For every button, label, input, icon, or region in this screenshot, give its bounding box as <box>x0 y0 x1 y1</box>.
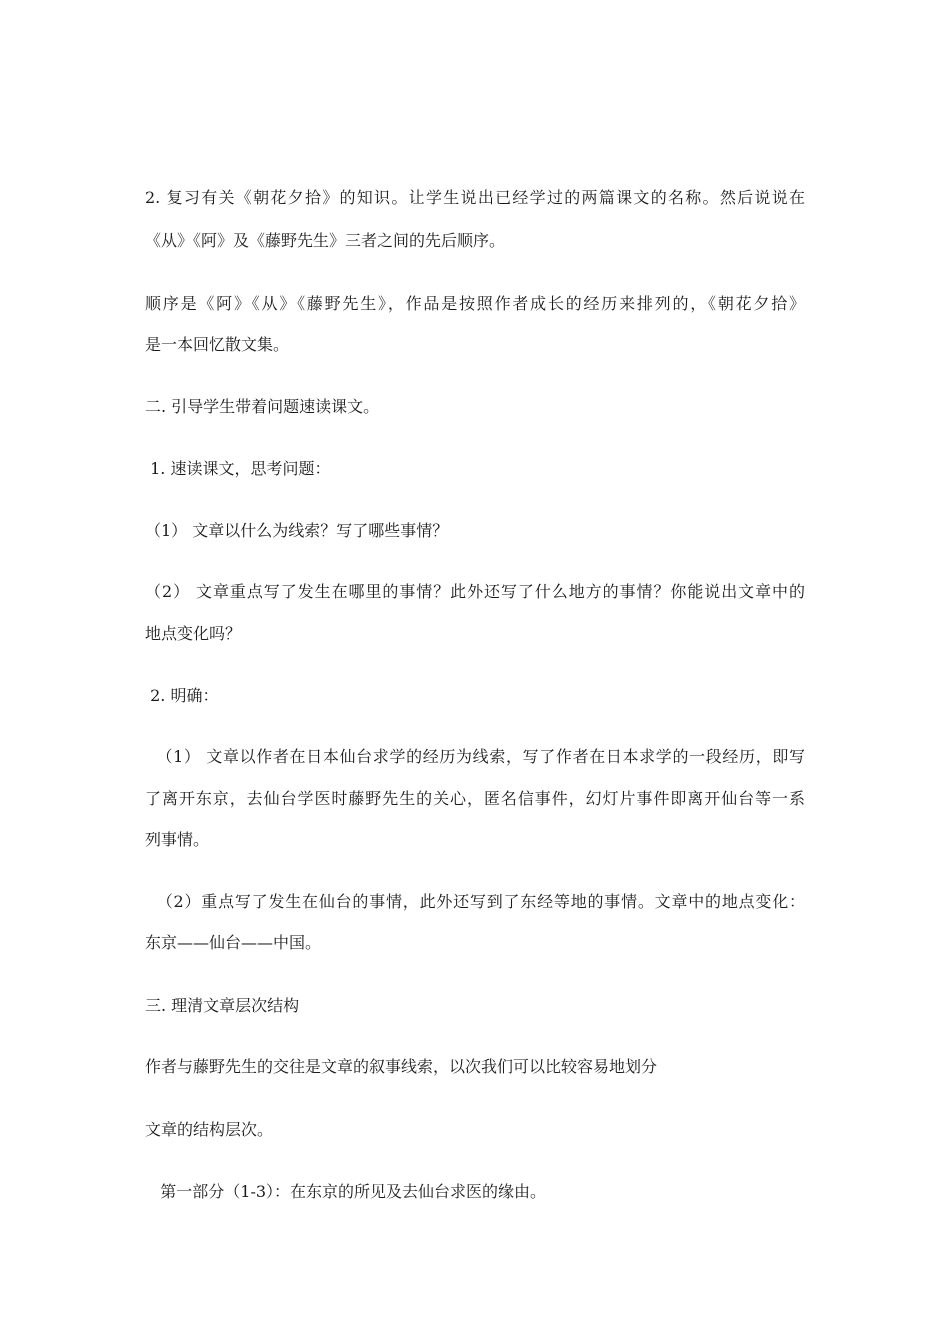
paragraph-line: 《从》《阿》及《藤野先生》三者之间的先后顺序。 <box>145 231 506 250</box>
answer-line: 了离开东京，去仙台学医时藤野先生的关心，匿名信事件，幻灯片事件即离开仙台等一系 <box>145 789 805 808</box>
answer-line: （1） 文章以作者在日本仙台求学的经历为线索，写了作者在日本求学的一段经历，即写 <box>145 747 805 766</box>
subsection-heading: 2. 明确： <box>145 686 219 705</box>
paragraph-line: 2. 复习有关《朝花夕拾》的知识。让学生说出已经学过的两篇课文的名称。然后说说在 <box>145 188 805 207</box>
paragraph-line: 文章的结构层次。 <box>145 1120 274 1139</box>
answer-line: 东京——仙台——中国。 <box>145 933 322 952</box>
paragraph-line: 是一本回忆散文集。 <box>145 335 290 354</box>
section-heading: 二. 引导学生带着问题速读课文。 <box>145 397 380 416</box>
question-line: （2） 文章重点写了发生在哪里的事情？此外还写了什么地方的事情？你能说出文章中的 <box>145 582 805 601</box>
question-line: （1） 文章以什么为线索？写了哪些事情？ <box>145 521 449 540</box>
paragraph-line: 作者与藤野先生的交往是文章的叙事线索，以次我们可以比较容易地划分 <box>145 1057 658 1076</box>
answer-line: 列事情。 <box>145 830 210 849</box>
section-heading: 三. 理清文章层次结构 <box>145 996 300 1015</box>
question-line: 地点变化吗？ <box>145 624 242 643</box>
paragraph-line: 第一部分（1-3）：在东京的所见及去仙台求医的缘由。 <box>145 1182 547 1201</box>
subsection-heading: 1. 速读课文，思考问题： <box>145 459 331 478</box>
paragraph-line: 顺序是《阿》《从》《藤野先生》，作品是按照作者成长的经历来排列的，《朝花夕拾》 <box>145 294 805 313</box>
answer-line: （2）重点写了发生在仙台的事情，此外还写到了东经等地的事情。文章中的地点变化： <box>145 892 805 911</box>
